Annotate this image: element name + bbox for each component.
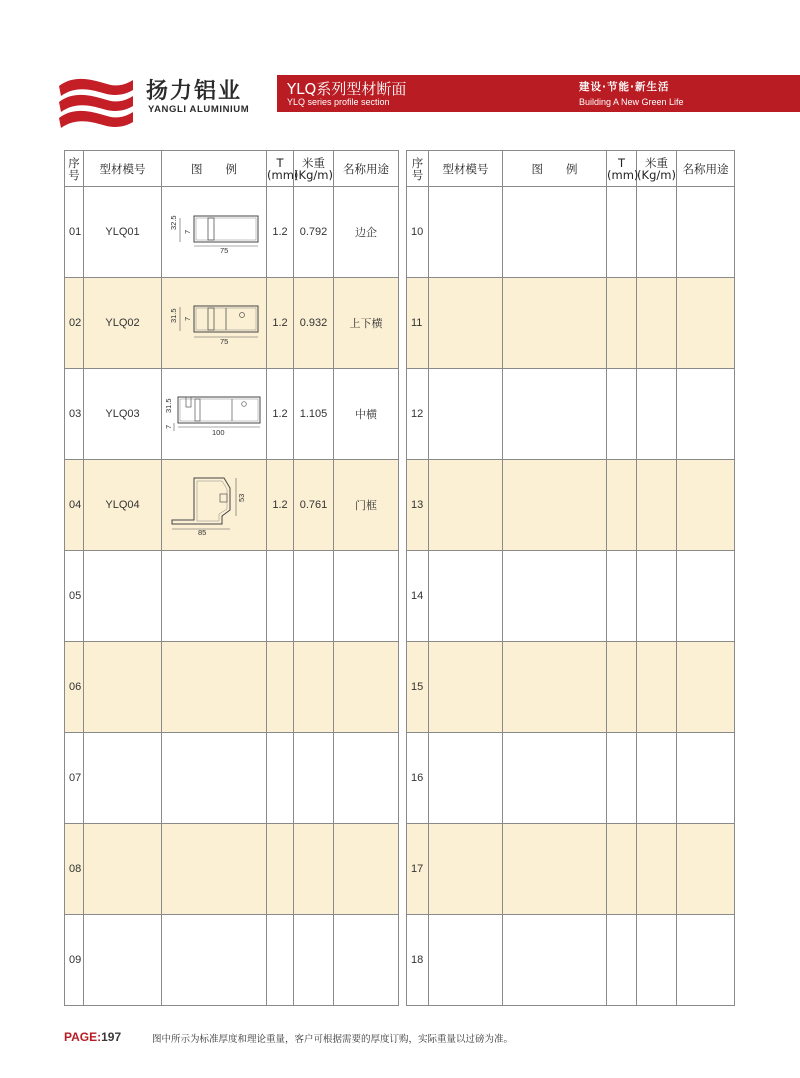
row-seq: 16 [407,733,429,824]
row-model: YLQ01 [84,187,162,278]
row-thickness: 1.2 [267,278,294,369]
col-header-weight: 米重 (Kg/m) [637,151,677,187]
table-row [65,187,399,278]
row-usage: 上下横 [334,278,399,369]
series-title: YLQ系列型材断面 [287,80,407,98]
profile-diagram [162,369,267,460]
row-weight: 0.761 [294,460,334,551]
row-thickness: 1.2 [267,187,294,278]
svg-text:53: 53 [237,493,246,502]
header-bar [277,75,800,112]
svg-text:7: 7 [183,229,192,234]
table-row [407,278,735,369]
row-seq: 05 [65,551,84,642]
svg-text:100: 100 [212,428,225,437]
slogan-en: Building A New Green Life [579,97,684,107]
row-model: YLQ02 [84,278,162,369]
row-seq: 14 [407,551,429,642]
table-row [65,733,399,824]
table-row [407,915,735,1006]
row-weight: 1.105 [294,369,334,460]
col-header-thickness: T (mm) [267,151,294,187]
table-row [407,642,735,733]
col-header-model: 型材模号 [84,151,162,187]
table-row [407,733,735,824]
page-number: PAGE:197 [64,1030,122,1044]
footnote: 图中所示为标准厚度和理论重量，客户可根据需要的厚度订购，实际重量以过磅为准。 [152,1034,514,1045]
row-seq: 04 [65,460,84,551]
svg-text:75: 75 [220,246,229,254]
row-seq: 09 [65,915,84,1006]
svg-text:75: 75 [220,337,229,345]
brand-name-en: YANGLI ALUMINIUM [148,104,250,115]
svg-text:32.5: 32.5 [169,215,178,230]
profile-diagram [162,460,267,551]
profile-diagram [162,187,267,278]
profile-table-right [406,150,735,1006]
col-header-seq: 序号 [407,151,429,187]
table-row [65,824,399,915]
row-seq: 10 [407,187,429,278]
row-seq: 13 [407,460,429,551]
col-header-usage: 名称用途 [334,151,399,187]
row-seq: 12 [407,369,429,460]
table-row [407,187,735,278]
row-weight: 0.932 [294,278,334,369]
table-row [407,460,735,551]
row-seq: 08 [65,824,84,915]
row-thickness: 1.2 [267,460,294,551]
col-header-model: 型材模号 [429,151,503,187]
svg-text:7: 7 [183,316,192,321]
row-seq: 01 [65,187,84,278]
svg-text:85: 85 [198,528,207,536]
table-row [407,824,735,915]
row-usage: 边企 [334,187,399,278]
svg-text:31.5: 31.5 [169,308,178,323]
table-row [65,369,399,460]
series-subtitle: YLQ series profile section [287,97,390,107]
table-row [65,460,399,551]
table-row [65,642,399,733]
row-weight: 0.792 [294,187,334,278]
col-header-diagram: 图 例 [503,151,607,187]
row-model: YLQ03 [84,369,162,460]
table-row [65,915,399,1006]
company-logo [55,72,135,134]
row-seq: 07 [65,733,84,824]
col-header-seq: 序号 [65,151,84,187]
profile-diagram [162,278,267,369]
svg-text:31.5: 31.5 [164,398,173,413]
profile-table-left [64,150,399,1006]
brand-name-cn: 扬力铝业 [146,79,243,104]
row-model: YLQ04 [84,460,162,551]
row-usage: 门框 [334,460,399,551]
row-seq: 02 [65,278,84,369]
col-header-thickness: T (mm) [607,151,637,187]
row-usage: 中横 [334,369,399,460]
row-seq: 03 [65,369,84,460]
row-seq: 17 [407,824,429,915]
table-row [65,551,399,642]
row-seq: 11 [407,278,429,369]
row-seq: 06 [65,642,84,733]
svg-text:7: 7 [164,424,173,429]
col-header-diagram: 图 例 [162,151,267,187]
table-row [407,551,735,642]
col-header-weight: 米重 (Kg/m) [294,151,334,187]
col-header-usage: 名称用途 [677,151,735,187]
slogan-cn: 建设·节能·新生活 [579,81,670,93]
row-seq: 15 [407,642,429,733]
table-row [65,278,399,369]
table-row [407,369,735,460]
row-seq: 18 [407,915,429,1006]
row-thickness: 1.2 [267,369,294,460]
